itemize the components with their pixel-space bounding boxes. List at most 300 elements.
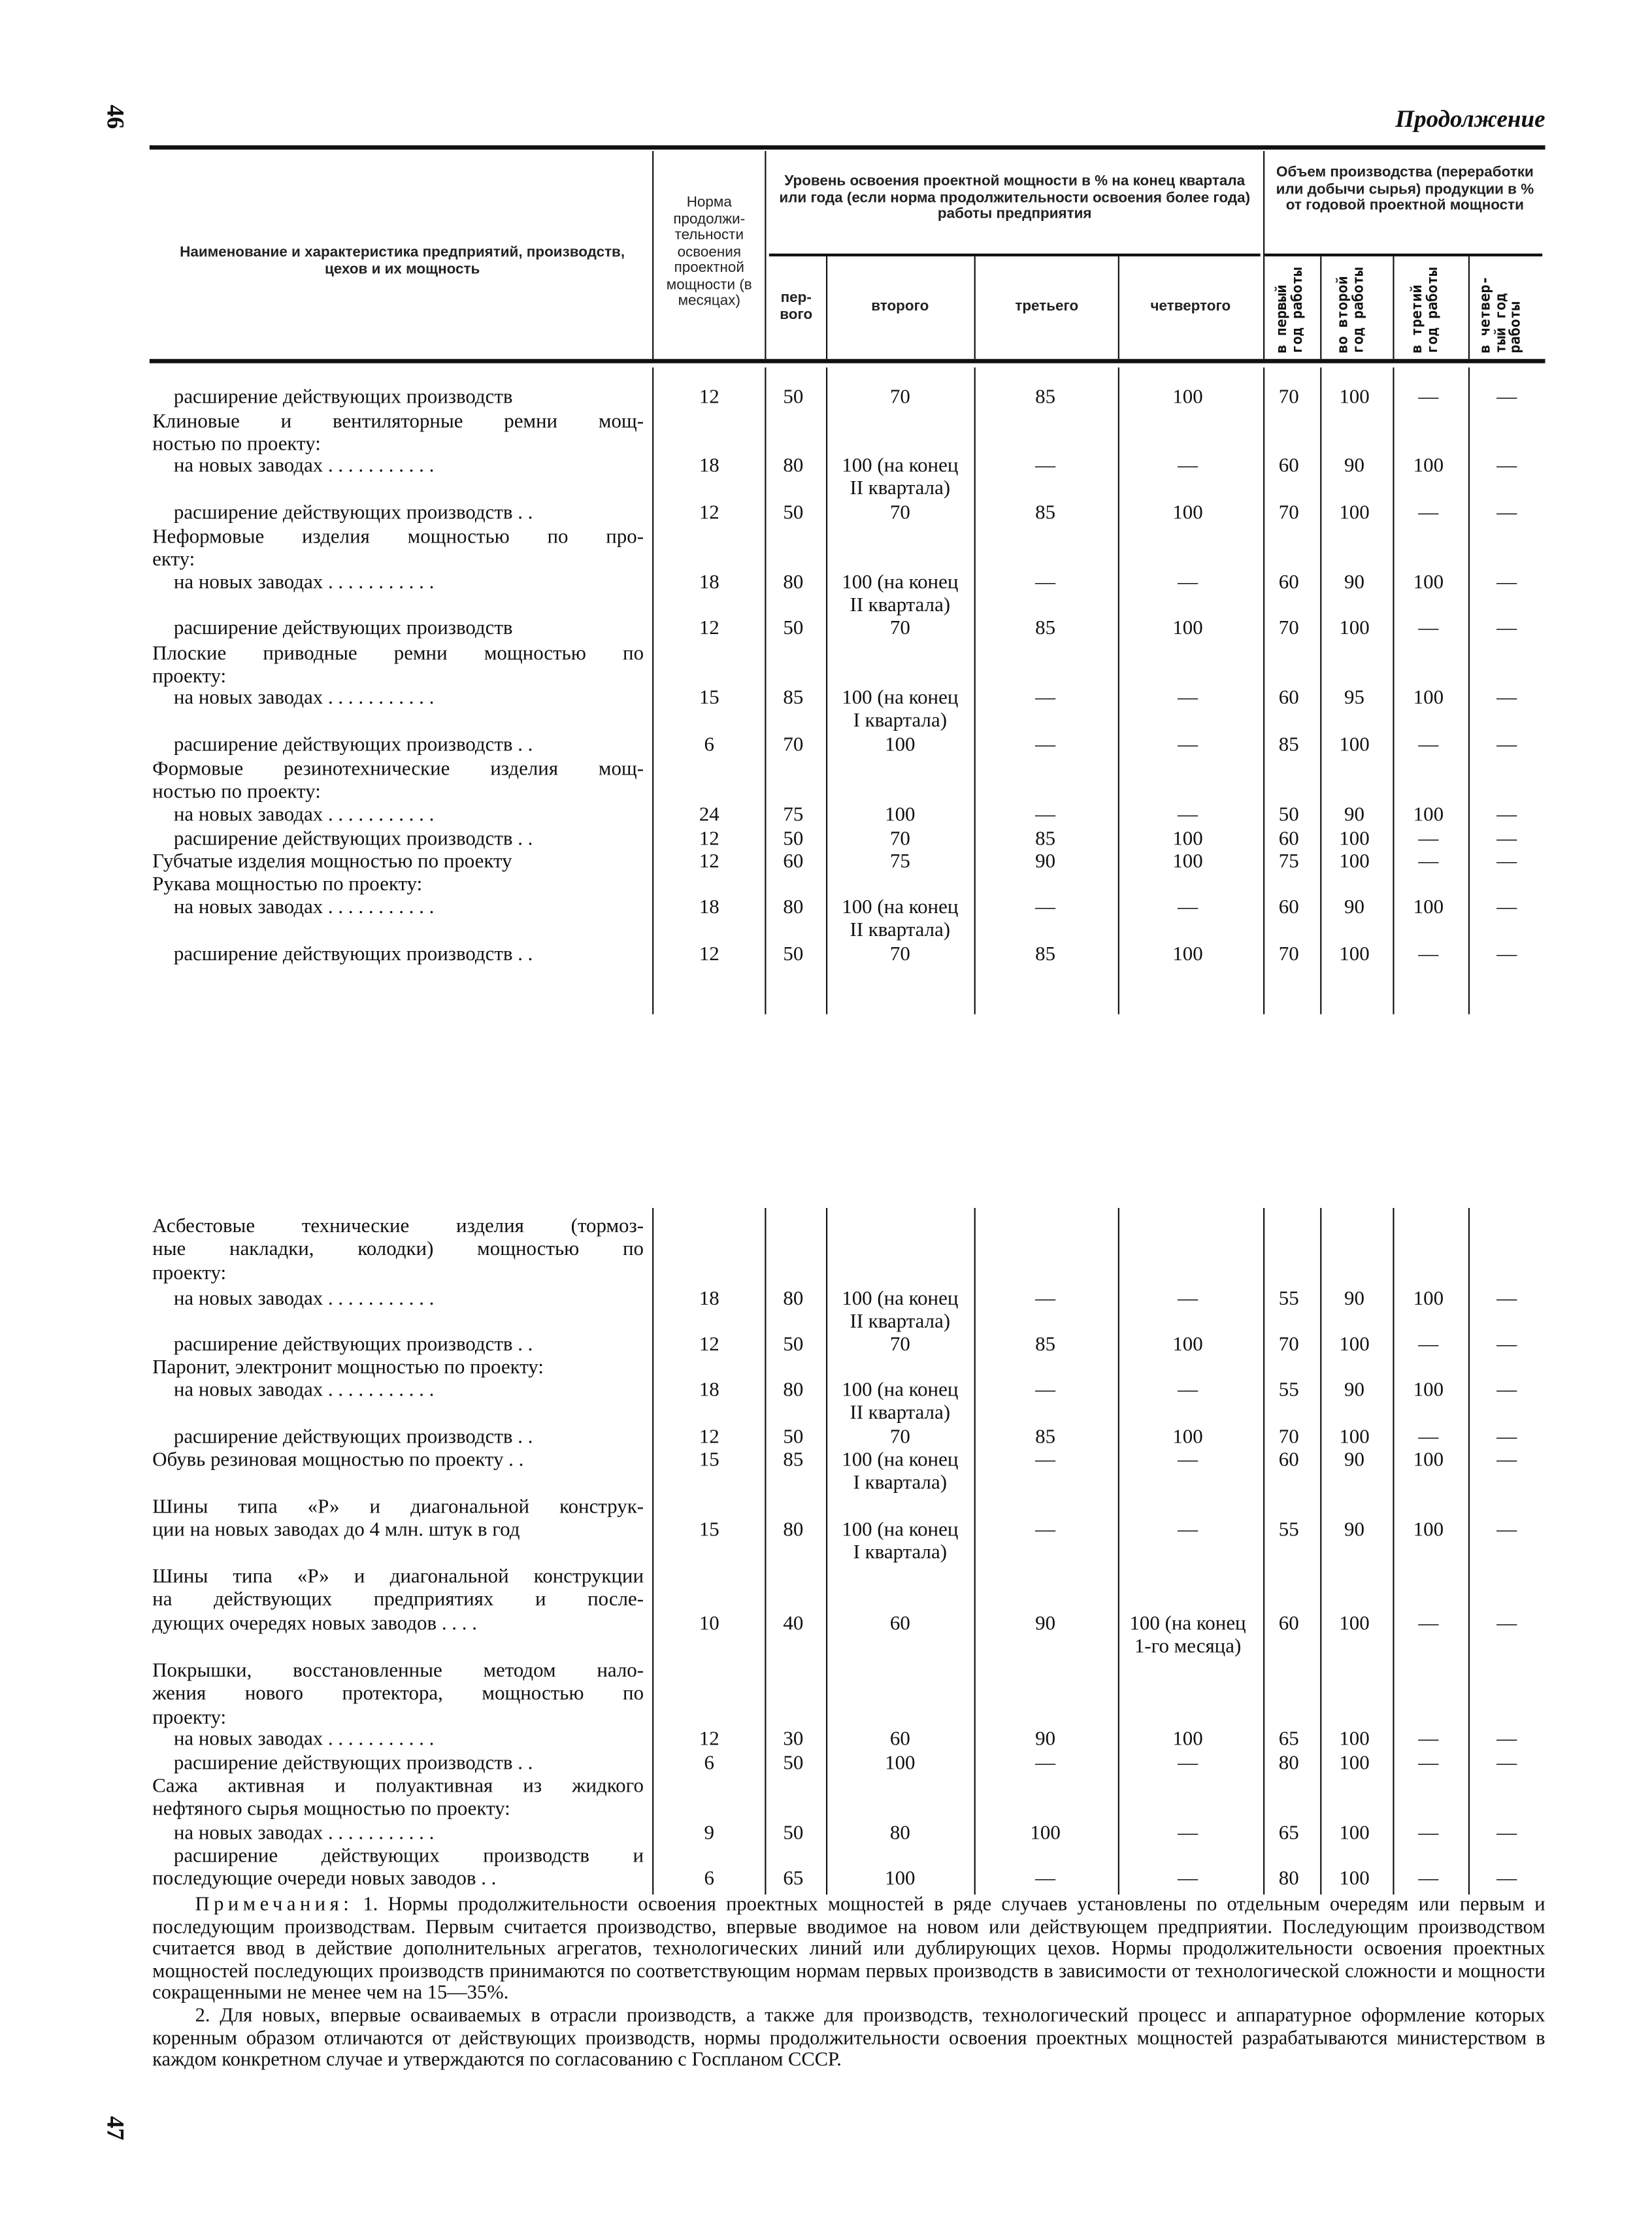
row-value: 90	[1035, 850, 1056, 873]
row-label-line: расширение действующих производств . .	[173, 1426, 533, 1449]
row-value: —	[1035, 1518, 1056, 1542]
row-value: 50	[783, 1333, 804, 1356]
row-value: 100	[1339, 1752, 1370, 1775]
row-value: 100	[1339, 1333, 1370, 1356]
row-label-line: дующих очередях новых заводов . . . .	[152, 1612, 477, 1635]
notes-label: Примечания:	[195, 1894, 354, 1916]
row-value: 80	[783, 1288, 804, 1311]
row-value: 100	[1030, 1822, 1061, 1845]
header-level: Уровень освоения проектной мощности в % на конец квартала или года (если норма продолжительности освоения более года) работы предприятия	[779, 173, 1251, 222]
row-value: 50	[783, 1752, 804, 1775]
row-label-line: проекту:	[152, 1261, 227, 1284]
row-label-line: ностью по проекту:	[152, 433, 321, 457]
row-value: 70	[889, 501, 910, 524]
row-value: 12	[699, 1426, 719, 1449]
row-value: 50	[783, 501, 804, 524]
row-value: 100 (на конец 1-го месяца)	[1129, 1612, 1246, 1658]
row-value: 85	[1035, 1333, 1056, 1356]
row-value: 12	[699, 943, 719, 966]
row-value: 12	[699, 386, 719, 409]
row-value: 60	[889, 1728, 910, 1751]
row-value: —	[1035, 1379, 1056, 1402]
row-value: 100	[1172, 943, 1203, 966]
row-value: 100	[1339, 850, 1370, 873]
row-value: 18	[699, 895, 719, 919]
row-value: 85	[1035, 386, 1056, 409]
row-value: 100	[1339, 828, 1370, 851]
row-value: 65	[783, 1867, 804, 1891]
header-column-rule	[652, 151, 654, 359]
row-value: 100 (на конец II квартала)	[842, 1379, 959, 1425]
header-bottom-rule	[150, 359, 1545, 362]
row-value: 100 (на конец I квартала)	[842, 1518, 959, 1565]
row-label-line: на новых заводах . . . . . . . . . . .	[173, 571, 435, 594]
row-value: 70	[1278, 501, 1299, 524]
row-label-line: расширение действующих производств . .	[173, 501, 533, 524]
row-value: 70	[889, 386, 910, 409]
row-value: 65	[1278, 1728, 1299, 1751]
column-rule	[826, 1208, 828, 1894]
row-value: 100	[885, 1867, 916, 1891]
row-value: 80	[783, 1379, 804, 1402]
row-value: 70	[889, 1426, 910, 1449]
row-value: —	[1496, 1822, 1517, 1845]
row-value: —	[1035, 1867, 1056, 1891]
header-column-rule	[826, 256, 828, 359]
row-value: 100	[1172, 1426, 1203, 1449]
row-value: —	[1178, 686, 1198, 710]
row-value: 18	[699, 1379, 719, 1402]
row-value: 65	[1278, 1822, 1299, 1845]
row-label-line: на действующих предприятиях и после-	[152, 1588, 644, 1612]
row-value: 60	[1278, 1612, 1299, 1635]
row-value: 85	[1278, 733, 1299, 757]
row-value: 100	[1413, 571, 1444, 594]
row-value: 100	[1172, 828, 1203, 851]
row-value: 60	[1278, 571, 1299, 594]
row-value: —	[1496, 895, 1517, 919]
row-value: 75	[783, 803, 804, 826]
header-volume: Объем производства (переработки или добычи сырья) продукции в % от годовой проектной мощности	[1276, 165, 1534, 214]
row-value: 85	[1035, 1426, 1056, 1449]
row-value: —	[1035, 895, 1056, 919]
row-value: 12	[699, 850, 719, 873]
row-value: —	[1496, 943, 1517, 966]
header-volume-3: в третий год работы	[1410, 267, 1441, 354]
header-name: Наименование и характеристика предприятий, производств, цехов и их мощность	[180, 244, 625, 277]
row-label-line: Неформовые изделия мощностью по про-	[152, 526, 644, 549]
row-value: —	[1178, 1448, 1198, 1472]
row-value: —	[1178, 1518, 1198, 1542]
row-value: 15	[699, 686, 719, 710]
header-column-rule	[1263, 151, 1265, 359]
column-rule	[765, 367, 767, 1014]
row-value: 100 (на конец II квартала)	[842, 571, 959, 617]
row-value: —	[1496, 1867, 1517, 1891]
row-value: —	[1178, 1822, 1198, 1845]
row-value: 100	[1339, 1822, 1370, 1845]
row-value: 60	[1278, 1448, 1299, 1472]
row-value: —	[1418, 850, 1439, 873]
row-value: —	[1418, 501, 1439, 524]
row-value: —	[1418, 616, 1439, 640]
row-value: —	[1496, 803, 1517, 826]
row-value: 90	[1344, 1288, 1364, 1311]
row-value: 12	[699, 501, 719, 524]
header-column-rule	[1468, 256, 1470, 359]
row-value: 80	[783, 895, 804, 919]
row-value: —	[1496, 1426, 1517, 1449]
row-label-line: последующие очереди новых заводов . .	[152, 1867, 497, 1891]
row-value: 18	[699, 454, 719, 478]
row-label-line: на новых заводах . . . . . . . . . . .	[173, 1728, 435, 1751]
row-value: 24	[699, 803, 719, 826]
row-value: 12	[699, 828, 719, 851]
row-value: —	[1496, 454, 1517, 478]
row-label-line: Клиновые и вентиляторные ремни мощ-	[152, 410, 644, 433]
row-value: 80	[1278, 1752, 1299, 1775]
row-value: 50	[783, 828, 804, 851]
column-rule	[1468, 1208, 1470, 1894]
row-value: —	[1496, 1333, 1517, 1356]
header-level-3: третьего	[1015, 299, 1079, 315]
row-label-line: на новых заводах . . . . . . . . . . .	[173, 454, 435, 478]
row-value: 18	[699, 571, 719, 594]
header-level-1: пер-вого	[780, 290, 813, 323]
row-value: —	[1496, 501, 1517, 524]
row-value: 100 (на конец I квартала)	[842, 1448, 959, 1495]
row-value: 70	[783, 733, 804, 757]
header-sub-rule	[769, 254, 1261, 256]
row-value: 80	[783, 454, 804, 478]
row-value: 60	[1278, 828, 1299, 851]
row-label-line: Губчатые изделия мощностью по проекту	[152, 850, 512, 873]
row-value: —	[1035, 1752, 1056, 1775]
header-sub-rule	[1264, 254, 1542, 256]
row-value: 12	[699, 1333, 719, 1356]
row-label-line: Рукава мощностью по проекту:	[152, 873, 423, 896]
row-value: 60	[783, 850, 804, 873]
column-rule	[1468, 367, 1470, 1014]
header-volume-4: в четвер- тый год работы	[1478, 276, 1524, 354]
row-value: 100	[1339, 1426, 1370, 1449]
row-value: —	[1496, 1448, 1517, 1472]
row-label-line: ностью по проекту:	[152, 780, 321, 804]
row-value: 100 (на конец I квартала)	[842, 686, 959, 733]
row-value: 100	[885, 1752, 916, 1775]
row-value: 50	[783, 1426, 804, 1449]
row-value: 60	[1278, 686, 1299, 710]
row-value: —	[1035, 803, 1056, 826]
column-rule	[826, 367, 828, 1014]
row-value: 100	[1413, 1288, 1444, 1311]
row-value: —	[1178, 454, 1198, 478]
header-norm: Норма продолжи-тельности освоения проектной мощности (в месяцах)	[666, 195, 752, 309]
row-value: 70	[1278, 943, 1299, 966]
row-value: —	[1035, 1288, 1056, 1311]
header-level-2: второго	[871, 299, 929, 315]
row-value: 100	[885, 803, 916, 826]
row-label-line: жения нового протектора, мощностью по	[152, 1682, 644, 1706]
row-value: 90	[1344, 1518, 1364, 1542]
row-label-line: Покрышки, восстановленные методом нало-	[152, 1659, 644, 1682]
header-column-rule	[1118, 256, 1120, 359]
row-value: 90	[1344, 895, 1364, 919]
column-rule	[1263, 367, 1265, 1014]
row-value: 100 (на конец II квартала)	[842, 454, 959, 500]
row-value: —	[1496, 1518, 1517, 1542]
row-value: 100	[1413, 686, 1444, 710]
row-value: 90	[1035, 1612, 1056, 1635]
row-label-line: расширение действующих производств . .	[173, 733, 533, 757]
row-value: 50	[783, 386, 804, 409]
row-value: —	[1035, 733, 1056, 757]
header-volume-2: во второй год работы	[1336, 267, 1367, 354]
row-value: 55	[1278, 1288, 1299, 1311]
row-value: —	[1178, 1379, 1198, 1402]
column-rule	[1263, 1208, 1265, 1894]
row-label-line: на новых заводах . . . . . . . . . . .	[173, 895, 435, 919]
column-rule	[1320, 1208, 1322, 1894]
row-value: 100 (на конец II квартала)	[842, 895, 959, 942]
row-value: 100	[1172, 501, 1203, 524]
row-value: —	[1418, 1752, 1439, 1775]
column-rule	[1118, 367, 1120, 1014]
row-label-line: расширение действующих производств . .	[173, 1333, 533, 1356]
row-value: —	[1496, 733, 1517, 757]
continuation-label: Продолжение	[1395, 105, 1545, 133]
row-value: 100	[1339, 501, 1370, 524]
row-value: —	[1418, 1333, 1439, 1356]
row-value: 95	[1344, 686, 1364, 710]
row-value: 12	[699, 616, 719, 640]
row-value: 18	[699, 1288, 719, 1311]
row-label-line: расширение действующих производств	[173, 386, 513, 409]
row-value: 9	[704, 1822, 715, 1845]
column-rule	[974, 1208, 976, 1894]
row-value: —	[1035, 454, 1056, 478]
row-value: —	[1496, 616, 1517, 640]
row-value: 100	[1339, 733, 1370, 757]
row-value: 90	[1344, 803, 1364, 826]
row-value: 50	[1278, 803, 1299, 826]
row-value: —	[1496, 1752, 1517, 1775]
row-label-line: расширение действующих производств	[173, 616, 513, 640]
row-value: 70	[889, 1333, 910, 1356]
row-label-line: Шины типа «Р» и диагональной конструк-	[152, 1496, 644, 1519]
row-value: 30	[783, 1728, 804, 1751]
row-value: 85	[1035, 943, 1056, 966]
row-value: —	[1496, 1728, 1517, 1751]
column-rule	[765, 1208, 767, 1894]
row-value: —	[1418, 1426, 1439, 1449]
row-label-line: расширение действующих производств и	[173, 1845, 644, 1868]
row-value: 6	[704, 1867, 715, 1891]
row-value: 60	[1278, 454, 1299, 478]
row-label-line: на новых заводах . . . . . . . . . . .	[173, 1822, 435, 1845]
row-label-line: расширение действующих производств . .	[173, 828, 533, 851]
row-label-line: проекту:	[152, 1705, 227, 1729]
page-number-bottom: 47	[101, 2116, 129, 2141]
row-value: 6	[704, 1752, 715, 1775]
row-value: 70	[1278, 616, 1299, 640]
row-value: 12	[699, 1728, 719, 1751]
row-value: 55	[1278, 1518, 1299, 1542]
row-value: —	[1418, 1728, 1439, 1751]
row-value: 80	[783, 1518, 804, 1542]
note-1	[152, 1894, 1545, 2005]
row-value: —	[1178, 1752, 1198, 1775]
row-value: 85	[1035, 501, 1056, 524]
row-value: —	[1496, 571, 1517, 594]
row-value: —	[1178, 803, 1198, 826]
row-value: 100	[1172, 1333, 1203, 1356]
row-value: —	[1496, 1379, 1517, 1402]
row-value: 90	[1344, 1448, 1364, 1472]
row-value: —	[1418, 386, 1439, 409]
row-value: —	[1496, 1612, 1517, 1635]
row-value: 60	[889, 1612, 910, 1635]
row-value: 80	[889, 1822, 910, 1845]
column-rule	[1393, 1208, 1395, 1894]
row-value: 100	[1413, 1379, 1444, 1402]
row-value: —	[1496, 386, 1517, 409]
row-value: 80	[783, 571, 804, 594]
row-value: 100	[1413, 1448, 1444, 1472]
row-label-line: Асбестовые технические изделия (тормоз-	[152, 1214, 644, 1238]
row-label-line: Формовые резинотехнические изделия мощ-	[152, 758, 644, 781]
row-label-line: на новых заводах . . . . . . . . . . .	[173, 803, 435, 826]
row-value: 100 (на конец II квартала)	[842, 1288, 959, 1333]
note-2: 2. Для новых, впервые осваиваемых в отрасли производств, а также для производств, технологический процесс и аппаратурное оформление которых коренным образом отличаются от действующих производств, нормы продолжительности освоения проектных мощностей разрабатываются министерством в каждом конкретном случае и утверждаются по согласованию с Госпланом СССР.	[152, 2005, 1545, 2072]
row-value: —	[1418, 1822, 1439, 1845]
row-value: 70	[889, 828, 910, 851]
row-value: 90	[1344, 571, 1364, 594]
row-value: —	[1178, 571, 1198, 594]
column-rule	[1393, 367, 1395, 1014]
row-label-line: ции на новых заводах до 4 млн. штук в год	[152, 1518, 520, 1542]
row-value: 40	[783, 1612, 804, 1635]
row-value: 15	[699, 1448, 719, 1472]
row-value: 75	[889, 850, 910, 873]
row-value: 100	[1172, 616, 1203, 640]
page-number-top: 46	[101, 105, 129, 129]
row-value: 85	[1035, 828, 1056, 851]
row-label-line: проекту:	[152, 665, 227, 689]
row-value: 70	[1278, 1426, 1299, 1449]
row-value: 90	[1344, 454, 1364, 478]
row-label-line: на новых заводах . . . . . . . . . . .	[173, 1288, 435, 1311]
header-column-rule	[974, 256, 976, 359]
row-value: —	[1496, 686, 1517, 710]
column-rule	[652, 367, 654, 1014]
row-value: 85	[783, 1448, 804, 1472]
row-label-line: ные накладки, колодки) мощностью по	[152, 1238, 644, 1262]
row-value: 70	[1278, 386, 1299, 409]
row-value: 100	[885, 733, 916, 757]
header-column-rule	[765, 151, 767, 359]
row-value: 70	[889, 943, 910, 966]
notes	[152, 1894, 1545, 2072]
header-level-4: четвертого	[1150, 299, 1231, 315]
row-value: —	[1035, 1448, 1056, 1472]
row-value: 75	[1278, 850, 1299, 873]
row-value: 100	[1339, 386, 1370, 409]
header-top-rule	[150, 145, 1545, 148]
row-value: —	[1035, 571, 1056, 594]
row-value: 100	[1339, 1867, 1370, 1891]
header-column-rule	[1393, 256, 1395, 359]
row-value: —	[1496, 828, 1517, 851]
header-volume-1: в первый год работы	[1274, 267, 1306, 354]
row-value: 100	[1339, 1728, 1370, 1751]
row-value: 60	[1278, 895, 1299, 919]
row-value: 100	[1172, 386, 1203, 409]
row-value: —	[1178, 1867, 1198, 1891]
row-label-line: нефтяного сырья мощностью по проекту:	[152, 1798, 510, 1821]
row-value: 90	[1035, 1728, 1056, 1751]
row-value: —	[1496, 850, 1517, 873]
row-value: 50	[783, 943, 804, 966]
row-value: —	[1418, 1612, 1439, 1635]
row-label-line: Шины типа «Р» и диагональной конструкции	[152, 1565, 644, 1588]
row-value: 100	[1172, 1728, 1203, 1751]
note-1-text: 1. Нормы продолжительности освоения проектных мощностей в ряде случаев установлены по отдельным очередям или первым и последующим производствам. Первым считается производство, впервые вводимое на новом или действующем предприятии. Последующим производством считается ввод в действие дополнительных агрегатов, технологических линий или дублирующих цехов. Нормы продолжительности освоения проектных мощностей последующих производств принимаются по соответствующим нормам первых производств в зависимости от технологической сложности и мощности сокращенными не менее чем на 15—35%.	[152, 1894, 1545, 2005]
row-value: 55	[1278, 1379, 1299, 1402]
row-value: —	[1418, 733, 1439, 757]
row-value: 15	[699, 1518, 719, 1542]
row-value: 85	[783, 686, 804, 710]
row-value: 85	[1035, 616, 1056, 640]
row-value: —	[1496, 1288, 1517, 1311]
row-value: —	[1178, 733, 1198, 757]
row-value: 6	[704, 733, 715, 757]
row-label-line: Сажа активная и полуактивная из жидкого	[152, 1775, 644, 1798]
row-value: 90	[1344, 1379, 1364, 1402]
column-rule	[974, 367, 976, 1014]
row-label-line: Обувь резиновая мощностью по проекту . .	[152, 1448, 524, 1472]
row-value: 70	[889, 616, 910, 640]
column-rule	[1320, 367, 1322, 1014]
row-label-line: на новых заводах . . . . . . . . . . .	[173, 686, 435, 710]
row-label-line: Паронит, электронит мощностью по проекту:	[152, 1356, 544, 1379]
row-label-line: екту:	[152, 548, 195, 572]
row-value: 70	[1278, 1333, 1299, 1356]
row-value: —	[1418, 943, 1439, 966]
row-label-line: расширение действующих производств . .	[173, 943, 533, 966]
row-value: 50	[783, 616, 804, 640]
row-value: —	[1418, 828, 1439, 851]
row-value: —	[1418, 1867, 1439, 1891]
row-value: 100	[1339, 616, 1370, 640]
row-value: 100	[1413, 1518, 1444, 1542]
row-label-line: на новых заводах . . . . . . . . . . .	[173, 1379, 435, 1402]
row-value: 100	[1172, 850, 1203, 873]
row-value: 80	[1278, 1867, 1299, 1891]
row-value: 100	[1339, 1612, 1370, 1635]
row-value: 100	[1413, 895, 1444, 919]
row-value: 100	[1413, 803, 1444, 826]
row-value: 50	[783, 1822, 804, 1845]
row-value: 100	[1413, 454, 1444, 478]
row-label-line: расширение действующих производств . .	[173, 1752, 533, 1775]
row-label-line: Плоские приводные ремни мощностью по	[152, 642, 644, 665]
row-value: —	[1178, 895, 1198, 919]
row-value: 10	[699, 1612, 719, 1635]
row-value: —	[1035, 686, 1056, 710]
header-column-rule	[1320, 256, 1322, 359]
column-rule	[652, 1208, 654, 1894]
